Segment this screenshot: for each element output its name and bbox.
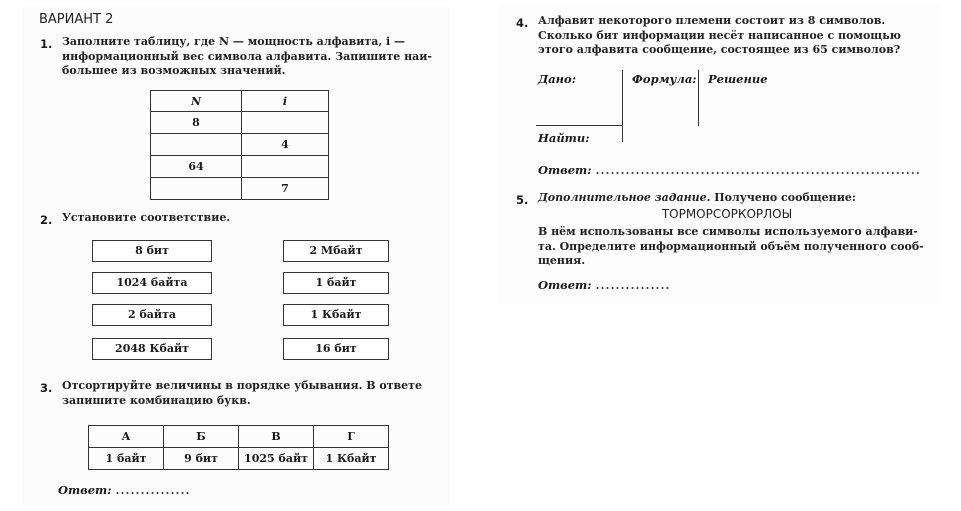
q4-divider bbox=[698, 70, 699, 126]
q2-number: 2. bbox=[40, 213, 53, 227]
q1-cell[interactable]: 8 bbox=[151, 112, 242, 134]
q1-table bbox=[150, 90, 329, 200]
q3-header: Г bbox=[314, 426, 389, 448]
q1-cell[interactable] bbox=[242, 112, 329, 134]
q5-intro-italic: Дополнительное задание. bbox=[538, 191, 711, 204]
q4-solution-label: Решение bbox=[708, 72, 768, 86]
q3-line: запишите комбинацию букв. bbox=[62, 393, 251, 407]
q3-answer-label: Ответ: bbox=[58, 483, 112, 497]
q1-line: информационный вес символа алфавита. Запишите наи- bbox=[62, 49, 432, 63]
q1-cell[interactable]: 64 bbox=[151, 156, 242, 178]
q3-text bbox=[62, 379, 440, 408]
q1-header-n: N bbox=[151, 91, 242, 112]
q5-line: щения. bbox=[538, 254, 586, 267]
q1-cell[interactable] bbox=[242, 156, 329, 178]
q4-answer bbox=[538, 163, 921, 177]
q5-line: та. Определите информационный объём полученного сооб- bbox=[538, 239, 924, 253]
q4-divider bbox=[536, 125, 622, 126]
q1-cell[interactable] bbox=[151, 134, 242, 156]
q1-cell[interactable]: 4 bbox=[242, 134, 329, 156]
q3-value: 1 Кбайт bbox=[314, 448, 389, 470]
q1-cell[interactable] bbox=[151, 178, 242, 200]
q1-text bbox=[62, 35, 440, 79]
q5-intro-rest: Получено сообщение: bbox=[710, 191, 856, 204]
q5-message: ТОРМОРСОРКОРЛОЫ bbox=[661, 207, 793, 221]
q2-right-item[interactable]: 16 бит bbox=[283, 338, 389, 360]
q3-number: 3. bbox=[40, 381, 53, 395]
q2-left-item[interactable]: 8 бит bbox=[92, 240, 212, 262]
q1-cell[interactable]: 7 bbox=[242, 178, 329, 200]
q3-value: 1 байт bbox=[89, 448, 164, 470]
q1-header-i: i bbox=[242, 91, 329, 112]
q4-line: Сколько бит информации несёт написанное с помощью bbox=[538, 28, 901, 42]
q4-answer-label: Ответ: bbox=[538, 163, 592, 177]
q4-answer-field[interactable]: ................................................................. bbox=[595, 163, 921, 177]
q3-header: Б bbox=[164, 426, 239, 448]
q5-number: 5. bbox=[516, 193, 529, 207]
q3-value: 9 бит bbox=[164, 448, 239, 470]
q1-number: 1. bbox=[40, 37, 53, 51]
q4-divider bbox=[622, 70, 623, 142]
q2-right-item[interactable]: 1 байт bbox=[283, 272, 389, 294]
q4-text bbox=[538, 14, 916, 58]
variant-title: ВАРИАНТ 2 bbox=[39, 12, 114, 27]
q2-right-item[interactable]: 1 Кбайт bbox=[283, 304, 389, 326]
q3-table bbox=[88, 425, 389, 470]
q5-text bbox=[538, 225, 924, 269]
q2-text: Установите соответствие. bbox=[62, 211, 231, 224]
q5-line: В нём использованы все символы используемого алфави- bbox=[538, 225, 918, 238]
q2-left-item[interactable]: 2048 Кбайт bbox=[92, 338, 212, 360]
q5-answer-field[interactable]: ............... bbox=[595, 278, 671, 292]
q3-header: А bbox=[89, 426, 164, 448]
q3-header: В bbox=[239, 426, 314, 448]
q3-line: Отсортируйте величины в порядке убывания. В ответе bbox=[62, 379, 422, 392]
q4-find-label: Найти: bbox=[538, 131, 590, 145]
q3-value: 1025 байт bbox=[239, 448, 314, 470]
q2-left-item[interactable]: 1024 байта bbox=[92, 272, 212, 294]
q5-answer-label: Ответ: bbox=[538, 278, 592, 292]
q4-given-label: Дано: bbox=[538, 72, 576, 86]
q4-line: этого алфавита сообщение, состоящее из 65 символов? bbox=[538, 43, 901, 56]
q5-intro bbox=[538, 191, 856, 206]
q4-line: Алфавит некоторого племени состоит из 8 символов. bbox=[538, 14, 886, 27]
q4-number: 4. bbox=[516, 16, 529, 30]
q1-line: большее из возможных значений. bbox=[62, 64, 286, 77]
q3-answer-field[interactable]: ............... bbox=[115, 483, 191, 497]
q2-left-item[interactable]: 2 байта bbox=[92, 304, 212, 326]
q4-formula-label: Формула: bbox=[632, 72, 697, 86]
q5-answer bbox=[538, 278, 671, 292]
q3-answer bbox=[58, 483, 191, 497]
q2-right-item[interactable]: 2 Мбайт bbox=[283, 240, 389, 262]
q1-line: Заполните таблицу, где N — мощность алфавита, i — bbox=[62, 35, 406, 48]
